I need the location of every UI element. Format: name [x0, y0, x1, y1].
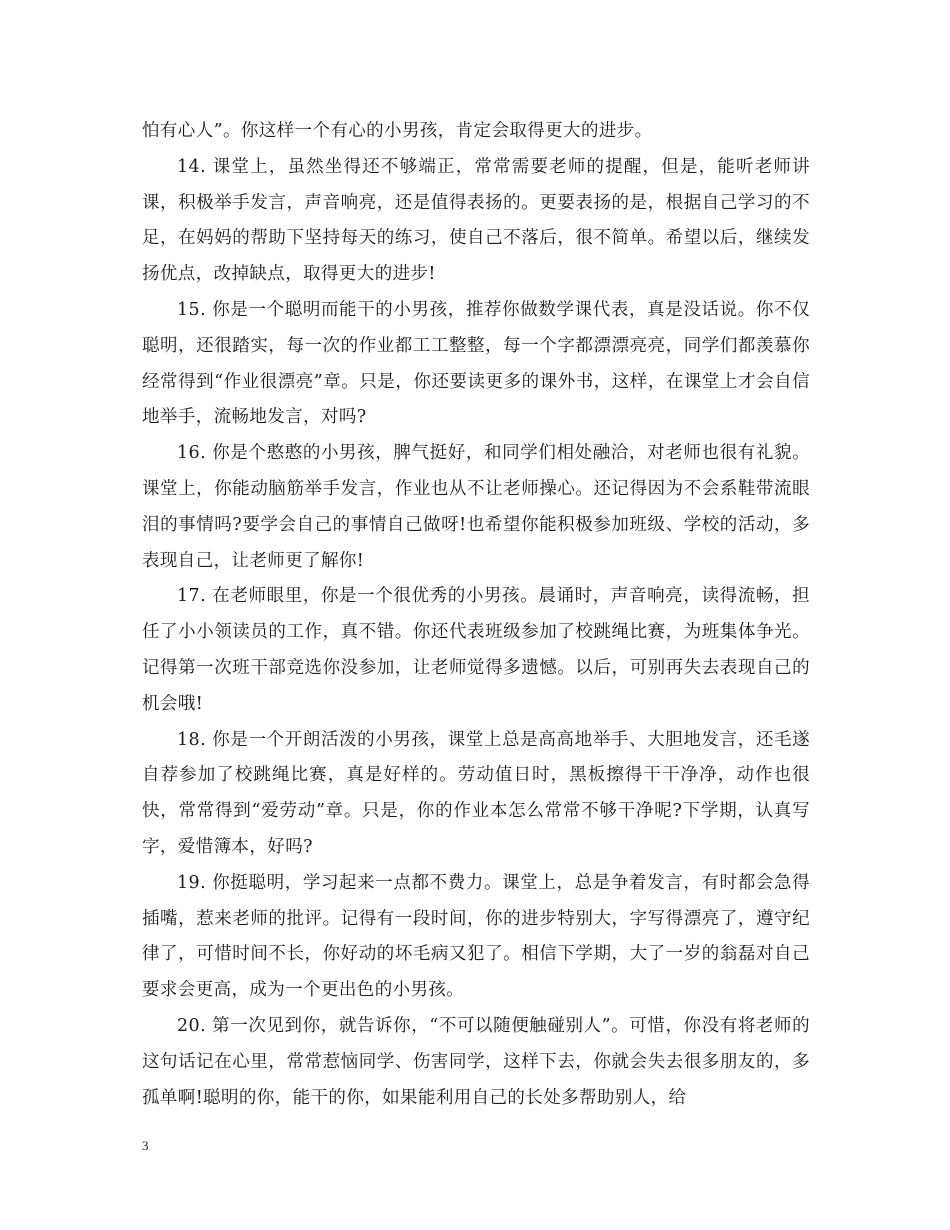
- paragraph-item-18: 18. 你是一个开朗活泼的小男孩，课堂上总是高高地举手、大胆地发言，还毛遂自荐参加了校跳绳比赛，真是好样的。劳动值日时，黑板擦得干干净净，动作也很快，常常得到“爱劳动”章。只是，你的作业本怎么常常不够干净呢?下学期，认真写字，爱惜簿本，好吗?: [142, 729, 810, 857]
- paragraph-item-15: 15. 你是一个聪明而能干的小男孩，推荐你做数学课代表，真是没话说。你不仅聪明，还很踏实，每一次的作业都工工整整，每一个字都漂漂亮亮，同学们都羡慕你经常得到“作业很漂亮”章。只是，你还要读更多的课外书，这样，在课堂上才会自信地举手，流畅地发言，对吗?: [142, 299, 810, 428]
- paragraph-item-20: 20. 第一次见到你，就告诉你，“不可以随便触碰别人”。可惜，你没有将老师的这句话记在心里，常常惹恼同学、伤害同学，这样下去，你就会失去很多朋友的，多孤单啊!聪明的你，能干的你，如果能利用自己的长处多帮助别人，给: [142, 1015, 810, 1108]
- paragraph-item-17: 17. 在老师眼里，你是一个很优秀的小男孩。晨诵时，声音响亮，读得流畅，担任了小小领读员的工作，真不错。你还代表班级参加了校跳绳比赛，为班集体争光。记得第一次班干部竞选你没参加，让老师觉得多遗憾。以后，可别再失去表现自己的机会哦!: [142, 586, 810, 714]
- paragraph-item-19: 19. 你挺聪明，学习起来一点都不费力。课堂上，总是争着发言，有时都会急得插嘴，惹来老师的批评。记得有一段时间，你的进步特别大，字写得漂亮了，遵守纪律了，可惜时间不长，你好动的坏毛病又犯了。相信下学期，大了一岁的翁磊对自己要求会更高，成为一个更出色的小男孩。: [142, 872, 810, 1001]
- paragraph-continuation: 怕有心人”。你这样一个有心的小男孩，肯定会取得更大的进步。: [142, 121, 653, 141]
- page-number: 3: [142, 1138, 149, 1153]
- paragraph-item-16: 16. 你是个憨憨的小男孩，脾气挺好，和同学们相处融洽，对老师也很有礼貌。课堂上，你能动脑筋举手发言，作业也从不让老师操心。还记得因为不会系鞋带流眼泪的事情吗?要学会自己的事情自己做呀!也希望你能积极参加班级、学校的活动，多表现自己，让老师更了解你!: [142, 443, 810, 571]
- paragraph-item-14: 14. 课堂上，虽然坐得还不够端正，常常需要老师的提醒，但是，能听老师讲课，积极举手发言，声音响亮，还是值得表扬的。更要表扬的是，根据自己学习的不足，在妈妈的帮助下坚持每天的练习，使自己不落后，很不简单。希望以后，继续发扬优点，改掉缺点，取得更大的进步!: [142, 156, 810, 285]
- document-body: [142, 114, 810, 1116]
